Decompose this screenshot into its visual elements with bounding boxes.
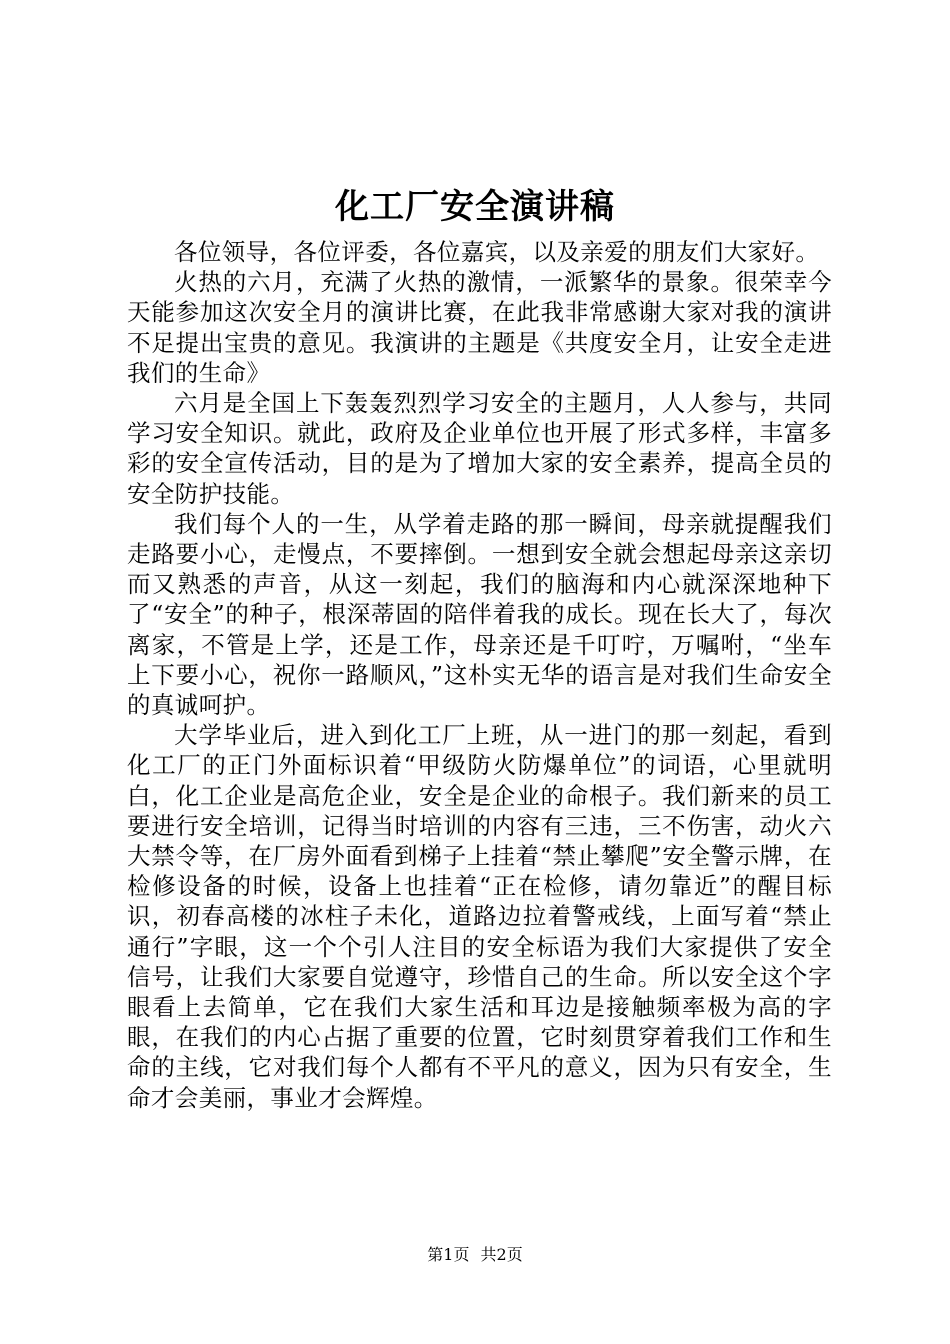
paragraph-intro: 火热的六月，充满了火热的激情，一派繁华的景象。很荣幸今天能参加这次安全月的演讲比赛，在此我非常感谢大家对我的演讲不足提出宝贵的意见。我演讲的主题是《共度安全月，让安全走进我们的生命》 [127,268,832,387]
paragraph-mother: 我们每个人的一生，从学着走路的那一瞬间，母亲就提醒我们走路要小心，走慢点，不要摔倒。一想到安全就会想起母亲这亲切而又熟悉的声音，从这一刻起，我们的脑海和内心就深深地种下了“安全”的种子，根深蒂固的陪伴着我的成长。现在长大了，每次离家，不管是上学，还是工作，母亲还是千叮咛，万嘱咐，“坐车上下要小心，祝你一路顺风，”这朴实无华的语言是对我们生命安全的真诚呵护。 [127,509,832,720]
paragraph-greeting: 各位领导，各位评委，各位嘉宾，以及亲爱的朋友们大家好。 [174,238,820,266]
page-number: 第1页 [427,1245,470,1264]
document-title: 化工厂安全演讲稿 [335,187,615,227]
page-footer [0,1244,950,1266]
page-total: 共2页 [480,1245,523,1264]
document-body [127,237,832,1113]
paragraph-factory: 大学毕业后，进入到化工厂上班，从一进门的那一刻起，看到化工厂的正门外面标识着“甲级防火防爆单位”的词语，心里就明白，化工企业是高危企业，安全是企业的命根子。我们新来的员工要进行安全培训，记得当时培训的内容有三违，三不伤害，动火六大禁令等，在厂房外面看到梯子上挂着“禁止攀爬”安全警示牌，在检修设备的时候，设备上也挂着“正在检修，请勿靠近”的醒目标识，初春高楼的冰柱子未化，道路边拉着警戒线，上面写着“禁止通行”字眼，这一个个引人注目的安全标语为我们大家提供了安全信号，让我们大家要自觉遵守，珍惜自己的生命。所以安全这个字眼看上去简单，它在我们大家生活和耳边是接触频率极为高的字眼，在我们的内心占据了重要的位置，它时刻贯穿着我们工作和生命的主线，它对我们每个人都有不平凡的意义，因为只有安全，生命才会美丽，事业才会辉煌。 [127,721,832,1112]
paragraph-safety-month: 六月是全国上下轰轰烈烈学习安全的主题月，人人参与，共同学习安全知识。就此，政府及企业单位也开展了形式多样，丰富多彩的安全宣传活动，目的是为了增加大家的安全素养，提高全员的安全防护技能。 [127,389,832,508]
